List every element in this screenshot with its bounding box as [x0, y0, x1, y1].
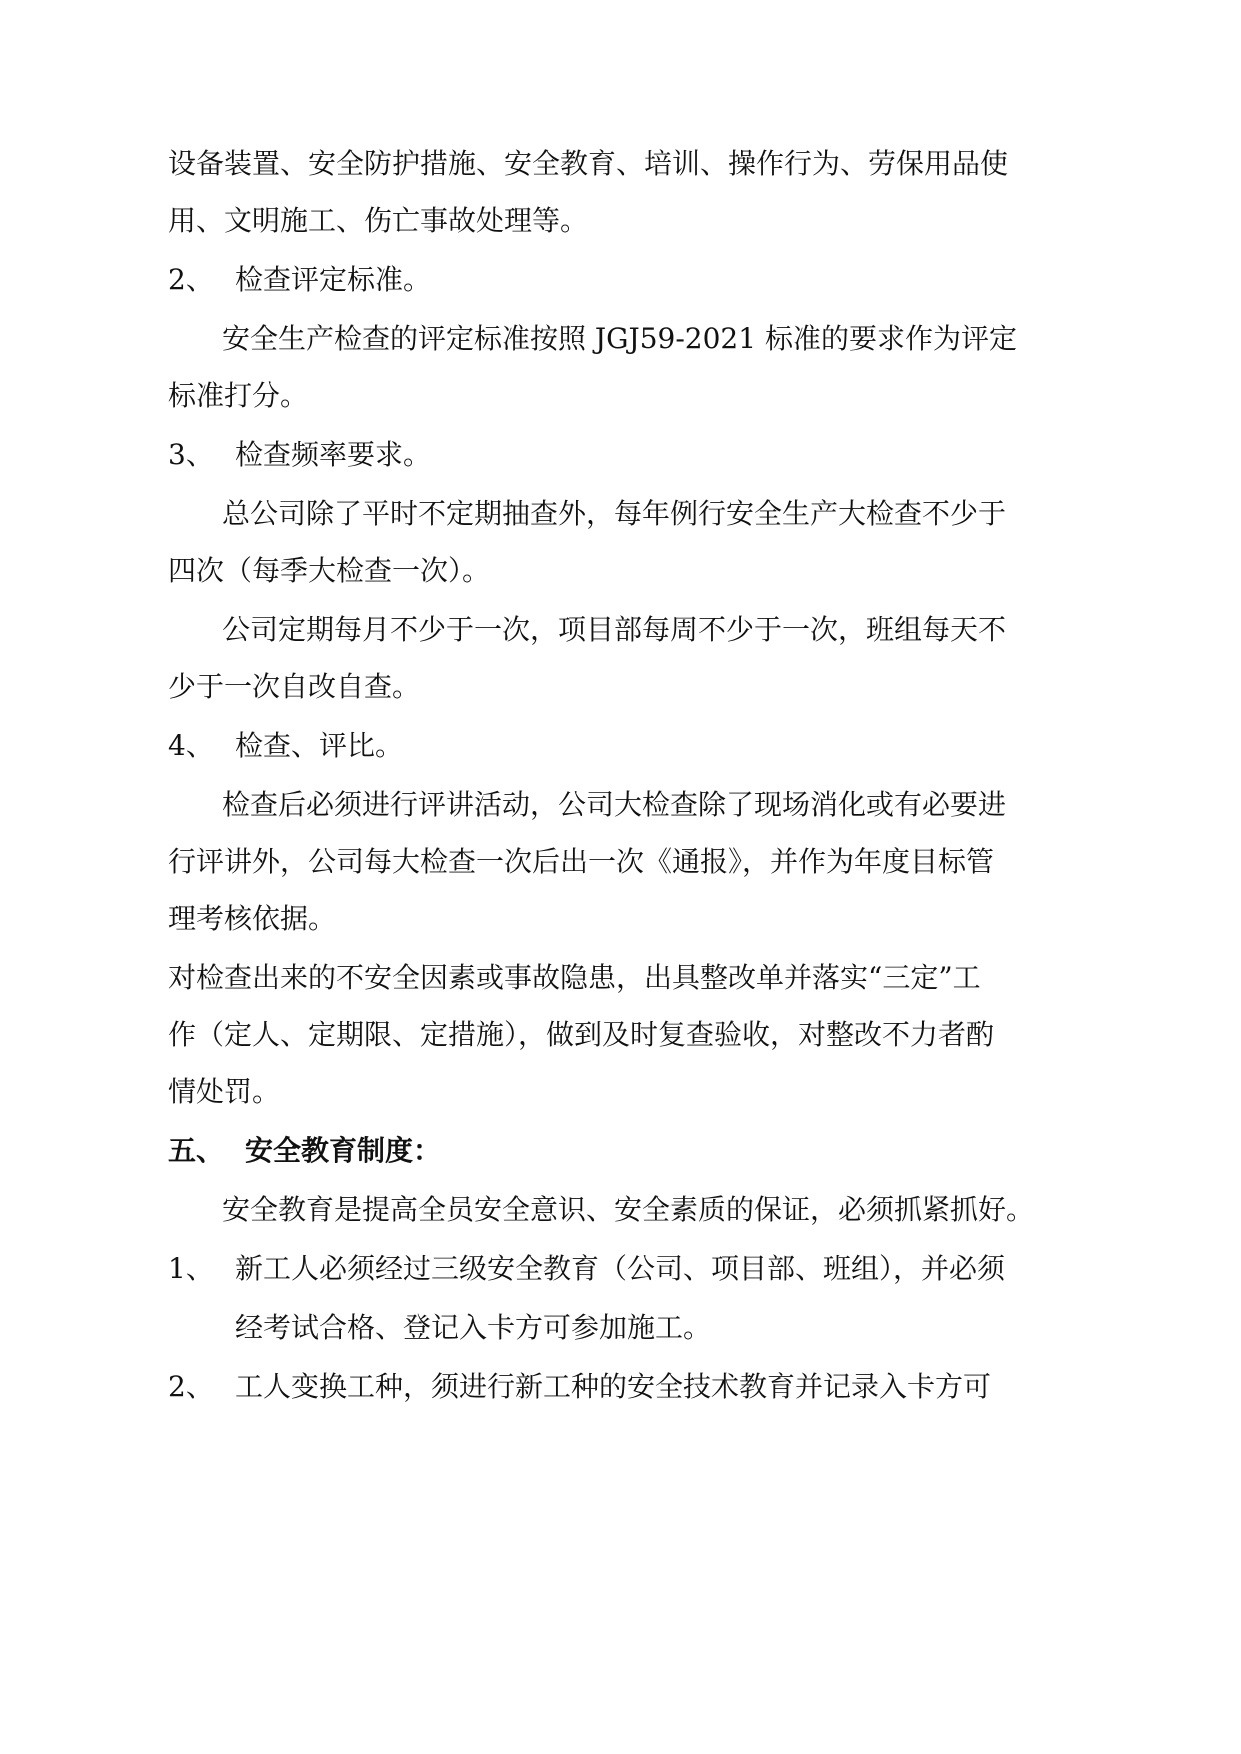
- paragraph-line: 公司定期每月不少于一次，项目部每周不少于一次，班组每天不: [222, 613, 1007, 646]
- section-number: 五、: [168, 1134, 225, 1167]
- paragraph-line: 对检查出来的不安全因素或事故隐患，出具整改单并落实“三定”工: [168, 961, 981, 994]
- list-number: 2、: [168, 263, 214, 296]
- paragraph-line: 少于一次自改自查。: [168, 670, 421, 703]
- list-heading: 检查评定标准。: [235, 263, 432, 296]
- paragraph-line: 四次（每季大检查一次）。: [168, 554, 491, 587]
- list-item-line: 工人变换工种，须进行新工种的安全技术教育并记录入卡方可: [235, 1370, 992, 1403]
- list-heading: 检查、评比。: [235, 729, 404, 762]
- list-number: 3、: [168, 438, 214, 471]
- paragraph-line: 安全生产检查的评定标准按照 JGJ59-2021 标准的要求作为评定: [222, 322, 1017, 355]
- list-item-line: 经考试合格、登记入卡方可参加施工。: [235, 1311, 712, 1344]
- list-number: 1、: [168, 1252, 214, 1285]
- list-heading: 检查频率要求。: [235, 438, 432, 471]
- list-number: 4、: [168, 729, 214, 762]
- paragraph-line: 检查后必须进行评讲活动，公司大检查除了现场消化或有必要进: [222, 788, 1007, 821]
- paragraph-line: 行评讲外，公司每大检查一次后出一次《通报》，并作为年度目标管: [168, 845, 995, 878]
- list-item-line: 新工人必须经过三级安全教育（公司、项目部、班组），并必须: [235, 1252, 1006, 1285]
- paragraph-line: 设备装置、安全防护措施、安全教育、培训、操作行为、劳保用品使: [168, 147, 1009, 180]
- paragraph-line: 理考核依据。: [168, 902, 337, 935]
- paragraph-line: 标准打分。: [168, 379, 309, 412]
- paragraph-line: 总公司除了平时不定期抽查外，每年例行安全生产大检查不少于: [222, 497, 1007, 530]
- paragraph-line: 用、文明施工、伤亡事故处理等。: [168, 204, 589, 237]
- paragraph-line: 安全教育是提高全员安全意识、安全素质的保证，必须抓紧抓好。: [222, 1193, 1035, 1226]
- section-heading: 安全教育制度：: [245, 1134, 442, 1167]
- list-number: 2、: [168, 1370, 214, 1403]
- paragraph-line: 作（定人、定期限、定措施），做到及时复查验收，对整改不力者酌: [168, 1018, 995, 1051]
- paragraph-line: 情处罚。: [168, 1075, 281, 1108]
